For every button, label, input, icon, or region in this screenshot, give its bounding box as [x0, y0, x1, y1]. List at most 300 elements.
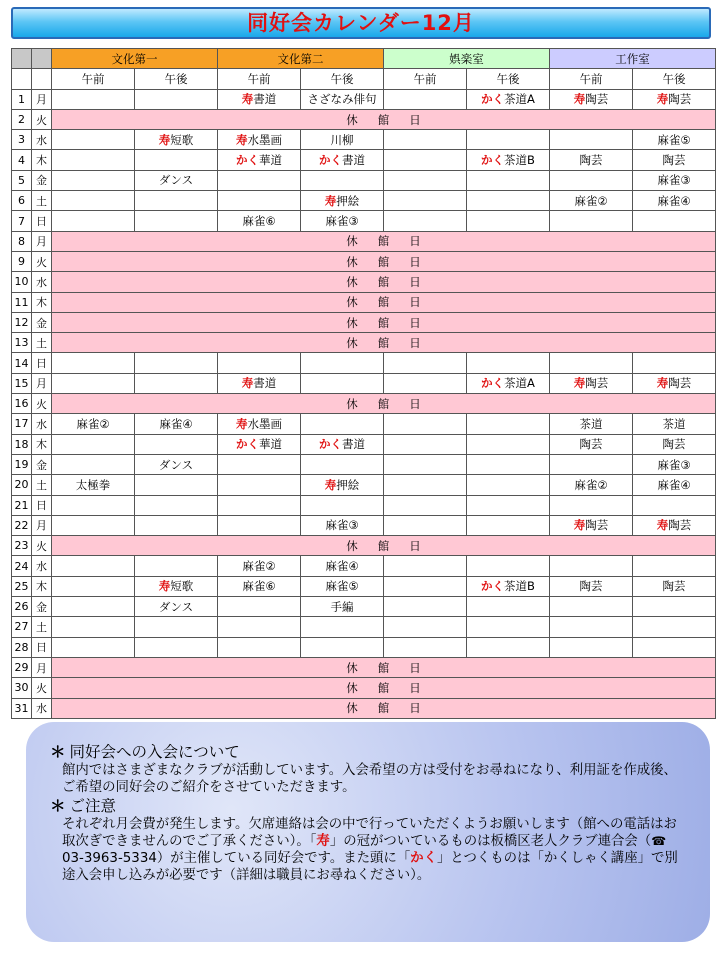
corner-cell: [32, 49, 52, 69]
activity-cell: 麻雀②: [550, 191, 633, 211]
weekday: 火: [32, 251, 52, 271]
weekday: 月: [32, 89, 52, 109]
activity-name: 書道: [342, 437, 365, 452]
closed-day-cell: [52, 678, 716, 698]
closed-label-char: 館: [377, 274, 390, 289]
closed-label-char: 日: [409, 701, 421, 716]
activity-name: 押絵: [336, 193, 360, 208]
day-number: 15: [12, 373, 32, 393]
calendar-row: [12, 292, 716, 312]
weekday: 月: [32, 515, 52, 535]
calendar-row: [12, 556, 716, 576]
day-number: 9: [12, 251, 32, 271]
weekday: 火: [32, 536, 52, 556]
phone-icon: ☎: [651, 834, 667, 848]
calendar-row: [12, 109, 716, 129]
activity-cell: [218, 597, 301, 617]
activity-cell: [384, 515, 467, 535]
weekday: 月: [32, 657, 52, 677]
calendar-row: [12, 312, 716, 332]
corner-cell: [12, 49, 32, 69]
activity-cell: [52, 130, 135, 150]
closed-label-char: 休: [346, 295, 358, 310]
activity-cell: [52, 597, 135, 617]
activity-name: 書道: [253, 376, 277, 391]
weekday: 火: [32, 109, 52, 129]
activity-cell: [550, 495, 633, 515]
activity-cell: [633, 211, 716, 231]
day-number: 20: [12, 475, 32, 495]
subheader-pm: 午後: [633, 69, 716, 89]
kaku-prefix: かく: [319, 153, 342, 168]
activity-cell: [384, 89, 467, 109]
calendar-row: [12, 617, 716, 637]
closed-day-cell: [52, 272, 716, 292]
activity-cell: [301, 495, 384, 515]
weekday: 金: [32, 597, 52, 617]
kaku-prefix: かく: [481, 376, 505, 391]
activity-cell: [301, 475, 384, 495]
closed-label-char: 館: [377, 254, 390, 269]
closed-label-char: 休: [346, 234, 358, 249]
closed-label-char: 館: [377, 701, 390, 716]
calendar-row: [12, 434, 716, 454]
activity-name: 押絵: [336, 477, 360, 492]
activity-cell: [52, 373, 135, 393]
activity-cell: 麻雀③: [301, 211, 384, 231]
closed-label-char: 日: [409, 660, 421, 675]
closed-label-char: 日: [409, 254, 421, 269]
activity-cell: [633, 515, 716, 535]
activity-name: 茶道A: [504, 92, 535, 107]
calendar-row: [12, 170, 716, 190]
closed-label-char: 館: [377, 538, 390, 553]
weekday: 土: [32, 191, 52, 211]
kaku-prefix: かく: [481, 92, 505, 107]
kaku-prefix: かく: [481, 153, 505, 168]
closed-label-char: 休: [346, 274, 358, 289]
activity-cell: [135, 373, 218, 393]
closed-label-char: 日: [409, 680, 421, 695]
day-number: 7: [12, 211, 32, 231]
kaku-prefix: かく: [481, 579, 505, 594]
activity-name: 陶芸: [668, 518, 692, 533]
day-number: 24: [12, 556, 32, 576]
closed-label-char: 館: [377, 396, 390, 411]
activity-cell: 手編: [301, 597, 384, 617]
weekday: 月: [32, 373, 52, 393]
closed-label-char: 日: [409, 295, 421, 310]
weekday: 日: [32, 353, 52, 373]
activity-cell: 麻雀③: [633, 170, 716, 190]
weekday: 火: [32, 678, 52, 698]
activity-cell: [384, 475, 467, 495]
weekday: 月: [32, 231, 52, 251]
calendar-row: [12, 414, 716, 434]
weekday: 土: [32, 617, 52, 637]
calendar-body: [12, 89, 716, 718]
activity-cell: [218, 515, 301, 535]
closed-label-char: 休: [346, 254, 358, 269]
corner-cell: [32, 69, 52, 89]
activity-cell: 麻雀②: [218, 556, 301, 576]
activity-cell: [467, 515, 550, 535]
activity-cell: 麻雀⑥: [218, 576, 301, 596]
activity-cell: 陶芸: [633, 576, 716, 596]
activity-name: 短歌: [170, 579, 194, 594]
activity-name: 短歌: [170, 132, 194, 147]
calendar-row: [12, 495, 716, 515]
activity-cell: [301, 170, 384, 190]
weekday: 土: [32, 475, 52, 495]
weekday: 日: [32, 637, 52, 657]
day-number: 18: [12, 434, 32, 454]
group-header-bunka1: 文化第一: [52, 49, 218, 69]
notes-heading-text: ご注意: [69, 797, 117, 815]
activity-cell: [135, 515, 218, 535]
closed-label-char: 休: [346, 396, 358, 411]
activity-cell: [467, 576, 550, 596]
phone-number: 03-3963-5334: [62, 851, 157, 866]
kotobuki-prefix: 寿: [656, 376, 669, 391]
activity-cell: [52, 637, 135, 657]
closed-label-char: 館: [377, 335, 390, 350]
activity-cell: [467, 211, 550, 231]
activity-cell: 麻雀③: [301, 515, 384, 535]
activity-cell: [550, 556, 633, 576]
activity-name: 陶芸: [668, 376, 692, 391]
calendar-row: [12, 333, 716, 353]
activity-cell: [384, 576, 467, 596]
notes-paragraph-caution: それぞれ月会費が発生します。欠席連絡は会の中で行っていただくようお願いします（館への電話はお取次ぎできませんのでご了承ください）。「寿」の冠がついているものは板橋区老人クラブ連合会（☎ 03-3963-5334）が主催している同好会です。また頭に「かく」とつくものは「かくしゃく講座」で別途入会申し込みが必要です（詳細は職員にお尋ねください）。: [62, 817, 678, 883]
kotobuki-prefix: 寿: [324, 193, 337, 208]
kotobuki-prefix: 寿: [573, 92, 586, 107]
activity-cell: [384, 637, 467, 657]
activity-cell: [467, 597, 550, 617]
calendar-row: [12, 191, 716, 211]
closed-label-char: 館: [377, 295, 390, 310]
activity-cell: 茶道: [633, 414, 716, 434]
closed-label-char: 館: [377, 234, 390, 249]
closed-label-char: 館: [377, 112, 390, 127]
activity-cell: [384, 150, 467, 170]
closed-day-cell: [52, 251, 716, 271]
calendar-row: [12, 353, 716, 373]
activity-cell: [384, 556, 467, 576]
activity-cell: 陶芸: [633, 150, 716, 170]
activity-cell: 陶芸: [633, 434, 716, 454]
closed-label-char: 休: [346, 538, 358, 553]
weekday: 木: [32, 576, 52, 596]
activity-cell: [301, 434, 384, 454]
activity-cell: [52, 191, 135, 211]
title-banner: [11, 7, 711, 39]
asterisk-icon: ＊: [50, 797, 66, 815]
activity-name: 茶道B: [504, 153, 535, 168]
subheader-am: 午前: [52, 69, 135, 89]
activity-cell: [218, 617, 301, 637]
activity-cell: [218, 89, 301, 109]
group-header-bunka2: 文化第二: [218, 49, 384, 69]
kotobuki-prefix: 寿: [241, 92, 254, 107]
activity-cell: [52, 353, 135, 373]
activity-cell: [218, 150, 301, 170]
activity-cell: [384, 434, 467, 454]
group-header-row: [12, 49, 716, 69]
activity-cell: [301, 414, 384, 434]
subheader-am: 午前: [384, 69, 467, 89]
notes-heading-text: 同好会への入会について: [69, 743, 240, 761]
activity-cell: [135, 576, 218, 596]
closed-label-char: 休: [346, 680, 358, 695]
activity-cell: [550, 130, 633, 150]
day-number: 5: [12, 170, 32, 190]
kotobuki-prefix: 寿: [241, 376, 254, 391]
activity-cell: 麻雀③: [633, 454, 716, 474]
activity-cell: [135, 130, 218, 150]
kotobuki-prefix: 寿: [158, 132, 171, 147]
activity-cell: [384, 495, 467, 515]
weekday: 火: [32, 394, 52, 414]
kotobuki-prefix: 寿: [656, 518, 669, 533]
activity-cell: [467, 637, 550, 657]
closed-label-char: 館: [377, 660, 390, 675]
calendar-row: [12, 251, 716, 271]
closed-label-char: 館: [377, 680, 390, 695]
day-number: 12: [12, 312, 32, 332]
kotobuki-prefix: 寿: [656, 92, 669, 107]
activity-cell: [633, 353, 716, 373]
notes-paragraph-membership: 館内ではさまざまなクラブが活動しています。入会希望の方は受付をお尋ねになり、利用証を作成後、ご希望の同好会のご紹介をさせていただきます。: [62, 763, 677, 795]
activity-cell: [218, 454, 301, 474]
weekday: 木: [32, 150, 52, 170]
activity-cell: [467, 556, 550, 576]
activity-cell: [550, 637, 633, 657]
activity-name: 書道: [253, 92, 277, 107]
activity-cell: [550, 597, 633, 617]
activity-cell: 麻雀②: [52, 414, 135, 434]
day-number: 3: [12, 130, 32, 150]
activity-cell: [218, 475, 301, 495]
kotobuki-mark: 寿: [316, 834, 330, 849]
activity-cell: 太極拳: [52, 475, 135, 495]
activity-cell: [384, 414, 467, 434]
activity-cell: [301, 617, 384, 637]
weekday: 土: [32, 333, 52, 353]
activity-cell: [633, 373, 716, 393]
activity-cell: [301, 353, 384, 373]
group-header-goraku: 娯楽室: [384, 49, 550, 69]
activity-name: 書道: [342, 153, 365, 168]
activity-cell: [301, 150, 384, 170]
calendar-row: [12, 515, 716, 535]
activity-name: 華道: [259, 153, 282, 168]
activity-cell: 麻雀④: [135, 414, 218, 434]
day-number: 22: [12, 515, 32, 535]
activity-cell: [467, 373, 550, 393]
activity-cell: [384, 170, 467, 190]
activity-cell: [384, 454, 467, 474]
day-number: 17: [12, 414, 32, 434]
closed-label-char: 休: [346, 335, 358, 350]
activity-name: 陶芸: [668, 92, 692, 107]
activity-cell: [52, 515, 135, 535]
activity-cell: [52, 617, 135, 637]
kotobuki-prefix: 寿: [573, 518, 586, 533]
closed-label-char: 日: [409, 335, 421, 350]
calendar-row: [12, 657, 716, 677]
activity-cell: [52, 454, 135, 474]
subheader-pm: 午後: [135, 69, 218, 89]
closed-label-char: 日: [409, 112, 421, 127]
day-number: 10: [12, 272, 32, 292]
calendar-row: [12, 637, 716, 657]
activity-name: 陶芸: [585, 518, 609, 533]
activity-cell: [550, 373, 633, 393]
activity-cell: [218, 130, 301, 150]
activity-cell: [384, 130, 467, 150]
activity-cell: 陶芸: [550, 576, 633, 596]
activity-cell: [218, 353, 301, 373]
closed-label-char: 休: [346, 701, 358, 716]
activity-cell: [467, 130, 550, 150]
day-number: 2: [12, 109, 32, 129]
kaku-mark: かく: [410, 851, 437, 866]
kotobuki-prefix: 寿: [158, 579, 171, 594]
day-number: 28: [12, 637, 32, 657]
activity-cell: [218, 373, 301, 393]
activity-cell: [467, 454, 550, 474]
closed-label-char: 日: [409, 234, 421, 249]
activity-cell: [384, 211, 467, 231]
activity-cell: [633, 495, 716, 515]
calendar-row: [12, 272, 716, 292]
activity-cell: [550, 617, 633, 637]
activity-cell: [467, 617, 550, 637]
day-number: 16: [12, 394, 32, 414]
weekday: 水: [32, 272, 52, 292]
activity-name: 陶芸: [585, 92, 609, 107]
corner-cell: [12, 69, 32, 89]
closed-day-cell: [52, 657, 716, 677]
activity-cell: [467, 150, 550, 170]
day-number: 25: [12, 576, 32, 596]
weekday: 水: [32, 130, 52, 150]
closed-label-char: 日: [409, 274, 421, 289]
activity-cell: [135, 211, 218, 231]
closed-day-cell: [52, 109, 716, 129]
closed-day-cell: [52, 231, 716, 251]
weekday: 金: [32, 170, 52, 190]
activity-cell: [550, 454, 633, 474]
calendar-row: [12, 211, 716, 231]
activity-cell: [218, 170, 301, 190]
activity-cell: [135, 637, 218, 657]
kaku-prefix: かく: [236, 153, 259, 168]
subheader-pm: 午後: [467, 69, 550, 89]
activity-cell: ダンス: [135, 454, 218, 474]
kotobuki-prefix: 寿: [573, 376, 586, 391]
kaku-prefix: かく: [319, 437, 342, 452]
activity-name: 茶道A: [504, 376, 535, 391]
subheader-pm: 午後: [301, 69, 384, 89]
activity-cell: [218, 434, 301, 454]
calendar-row: [12, 394, 716, 414]
weekday: 金: [32, 454, 52, 474]
activity-name: 陶芸: [585, 376, 609, 391]
weekday: 日: [32, 495, 52, 515]
activity-cell: [52, 89, 135, 109]
activity-cell: 麻雀④: [633, 191, 716, 211]
activity-cell: [218, 191, 301, 211]
page-title: 同好会カレンダー12月: [247, 11, 475, 35]
weekday: 日: [32, 211, 52, 231]
calendar-row: [12, 89, 716, 109]
day-number: 8: [12, 231, 32, 251]
activity-cell: [467, 495, 550, 515]
weekday: 木: [32, 434, 52, 454]
activity-cell: 麻雀⑥: [218, 211, 301, 231]
closed-day-cell: [52, 536, 716, 556]
activity-cell: [467, 89, 550, 109]
activity-cell: [467, 434, 550, 454]
weekday: 水: [32, 556, 52, 576]
activity-cell: [135, 495, 218, 515]
weekday: 水: [32, 698, 52, 718]
day-number: 1: [12, 89, 32, 109]
activity-cell: [52, 211, 135, 231]
activity-cell: [633, 597, 716, 617]
activity-cell: 麻雀②: [550, 475, 633, 495]
activity-cell: ダンス: [135, 597, 218, 617]
activity-cell: [467, 170, 550, 190]
notes-panel: [26, 722, 710, 942]
calendar-row: [12, 150, 716, 170]
closed-day-cell: [52, 394, 716, 414]
closed-label-char: 休: [346, 660, 358, 675]
activity-cell: 麻雀④: [633, 475, 716, 495]
activity-cell: [467, 475, 550, 495]
weekday: 木: [32, 292, 52, 312]
kotobuki-prefix: 寿: [236, 416, 248, 431]
subheader-am: 午前: [218, 69, 301, 89]
day-number: 19: [12, 454, 32, 474]
closed-day-cell: [52, 292, 716, 312]
activity-cell: [633, 89, 716, 109]
kotobuki-prefix: 寿: [324, 477, 337, 492]
day-number: 4: [12, 150, 32, 170]
closed-label-char: 日: [409, 396, 421, 411]
activity-name: 茶道B: [504, 579, 535, 594]
activity-cell: [135, 150, 218, 170]
calendar-row: [12, 373, 716, 393]
activity-cell: [301, 373, 384, 393]
closed-label-char: 日: [409, 538, 421, 553]
activity-cell: [52, 576, 135, 596]
activity-cell: [218, 495, 301, 515]
activity-cell: [52, 495, 135, 515]
activity-cell: [218, 414, 301, 434]
calendar-row: [12, 130, 716, 150]
calendar-row: [12, 698, 716, 718]
calendar-row: [12, 678, 716, 698]
calendar-row: [12, 536, 716, 556]
activity-cell: [550, 211, 633, 231]
closed-label-char: 館: [377, 315, 390, 330]
activity-cell: [384, 617, 467, 637]
calendar-row: [12, 231, 716, 251]
activity-name: 水墨画: [247, 132, 282, 147]
